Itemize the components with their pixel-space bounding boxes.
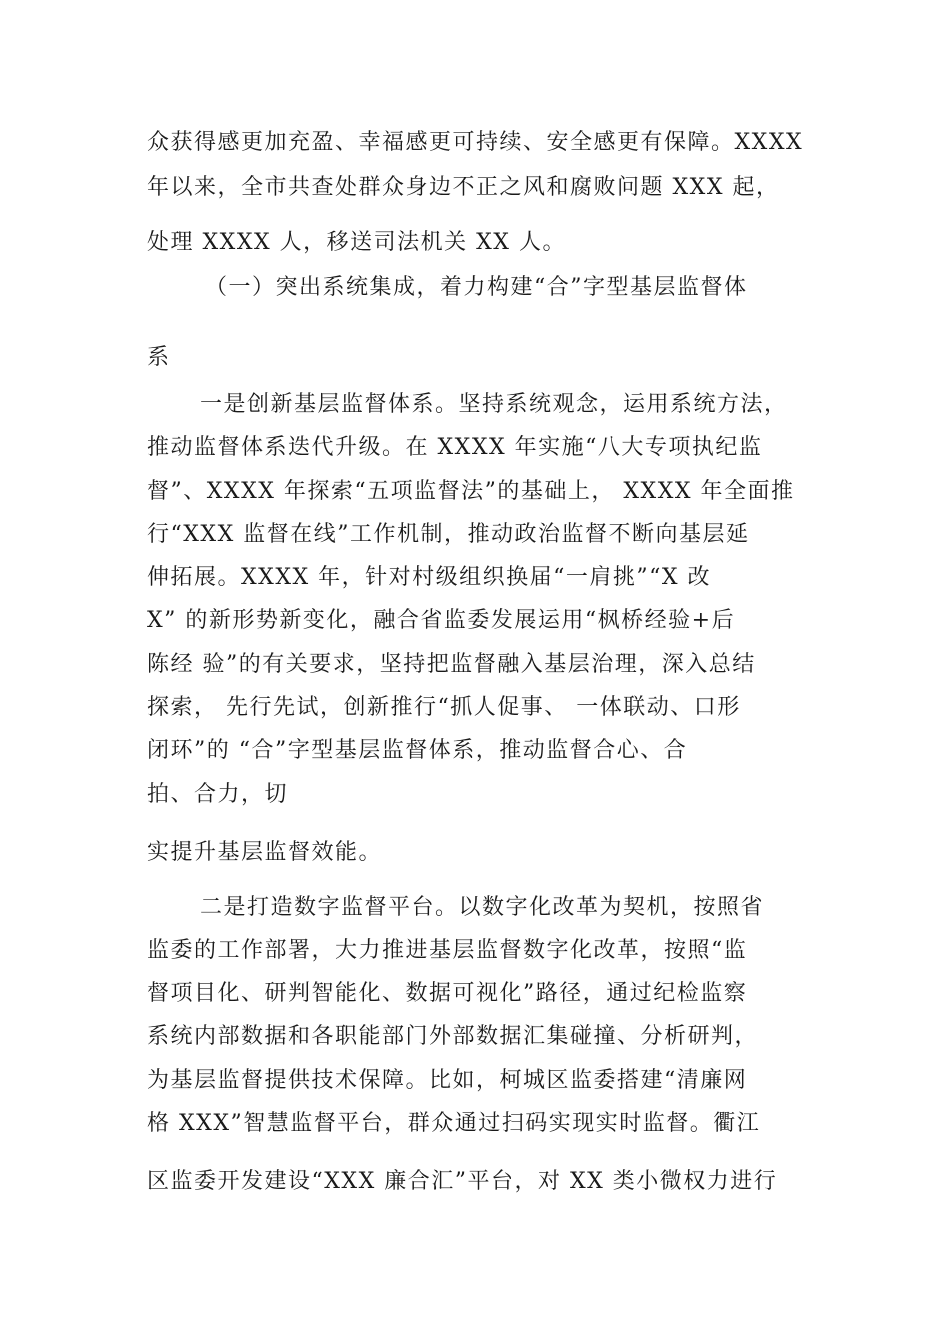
text-line: X” 的新形势新变化，融合省监委发展运用“枫桥经验+后 <box>147 608 736 633</box>
text-line: 格 XXX”智慧监督平台，群众通过扫码实现实时监督。衢江 <box>147 1111 761 1136</box>
text-line: 处理 XXXX 人，移送司法机关 XX 人。 <box>147 230 566 255</box>
text-line: 为基层监督提供技术保障。比如，柯城区监委搭建“清廉网 <box>147 1068 748 1093</box>
text-line: 探索， 先行先试，创新推行“抓人促事、 一体联动、口形 <box>147 695 741 720</box>
paragraph-first-line: 一是创新基层监督体系。坚持系统观念，运用系统方法， <box>200 392 788 417</box>
text-line: 伸拓展。XXXX 年，针对村级组织换届“一肩挑”“X 改 <box>147 565 712 590</box>
section-heading: （一）突出系统集成，着力构建“合”字型基层监督体 <box>205 275 748 300</box>
text-line: 督”、XXXX 年探索“五项监督法”的基础上， XXXX 年全面推 <box>147 479 795 504</box>
text-line: 拍、合力，切 <box>147 782 289 807</box>
text-line: 年以来，全市共查处群众身边不正之风和腐败问题 XXX 起， <box>147 175 780 200</box>
text-line: 实提升基层监督效能。 <box>147 840 383 865</box>
text-line: 督项目化、研判智能化、数据可视化”路径，通过纪检监察 <box>147 981 748 1006</box>
text-line: 众获得感更加充盈、幸福感更可持续、安全感更有保障。XXXX <box>147 130 804 155</box>
text-line: 系统内部数据和各职能部门外部数据汇集碰撞、分析研判， <box>147 1024 759 1049</box>
text-line: 监委的工作部署，大力推进基层监督数字化改革，按照“监 <box>147 938 748 963</box>
text-line: 行“XXX 监督在线”工作机制，推动政治监督不断向基层延 <box>147 522 750 547</box>
text-line: 推动监督体系迭代升级。在 XXXX 年实施“八大专项执纪监 <box>147 435 763 460</box>
text-line: 闭环”的 “合”字型基层监督体系，推动监督合心、合 <box>147 738 688 763</box>
text-line: 区监委开发建设“XXX 廉合汇”平台，对 XX 类小微权力进行 <box>147 1169 778 1194</box>
paragraph-first-line: 二是打造数字监督平台。以数字化改革为契机，按照省 <box>200 895 765 920</box>
text-line: 陈经 验”的有关要求，坚持把监督融入基层治理，深入总结 <box>147 652 756 677</box>
section-heading-continuation: 系 <box>147 345 171 370</box>
